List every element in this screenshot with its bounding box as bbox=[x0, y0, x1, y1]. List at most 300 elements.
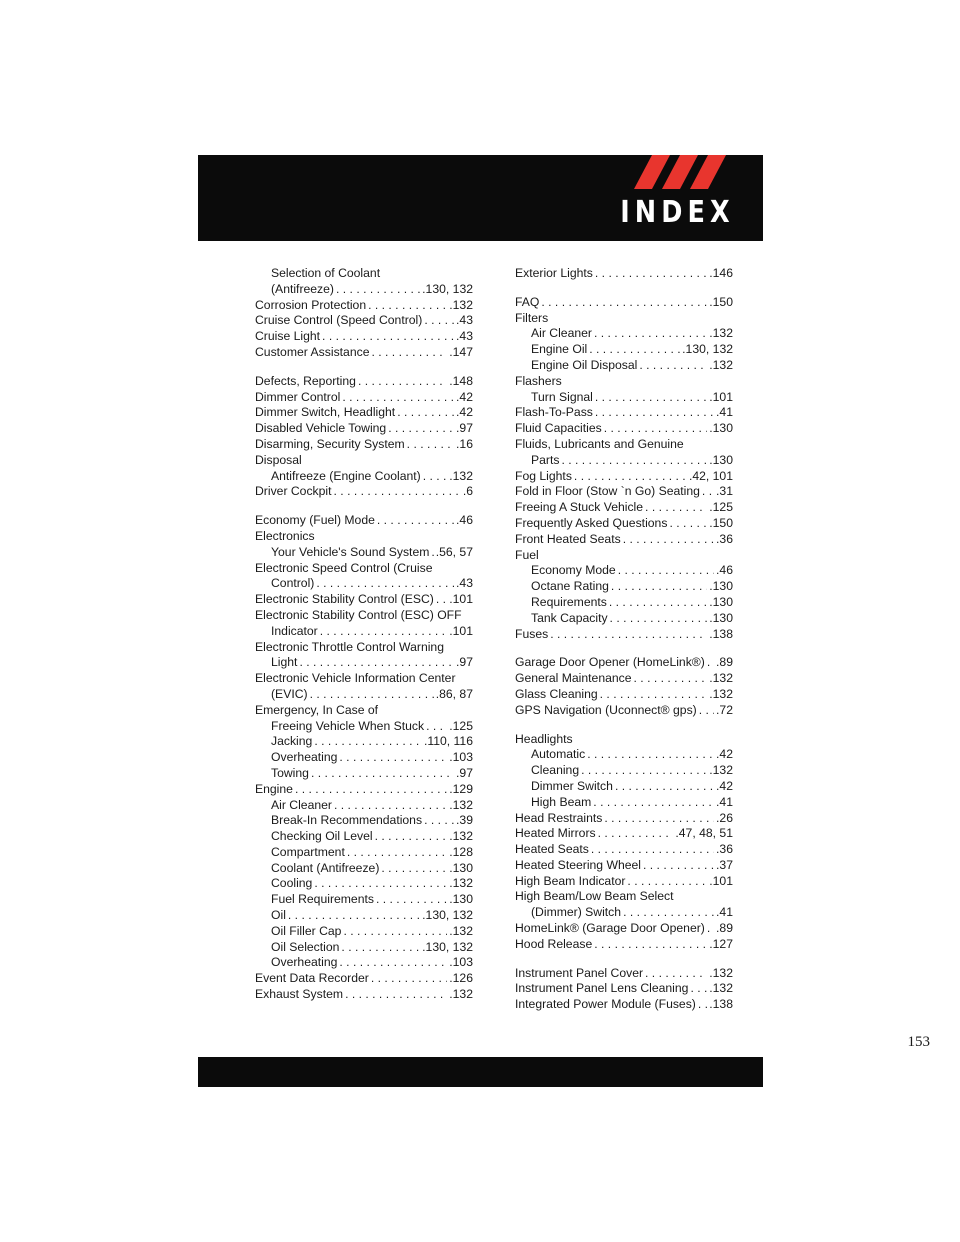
entry-term: Dimmer Control bbox=[255, 389, 341, 404]
index-entry bbox=[255, 345, 473, 361]
index-heading: High Beam/Low Beam Select bbox=[515, 889, 674, 904]
dot-leader bbox=[595, 266, 707, 282]
entry-page-ref: .42 bbox=[456, 389, 473, 404]
entry-page-ref: .16 bbox=[456, 436, 473, 451]
dot-leader bbox=[615, 779, 714, 795]
index-subentry bbox=[255, 813, 473, 829]
index-heading: Disposal bbox=[255, 452, 302, 467]
index-subentry bbox=[255, 845, 473, 861]
index-header-bar bbox=[198, 155, 763, 241]
index-heading: Fuel bbox=[515, 547, 539, 562]
entry-page-ref: .130, 132 bbox=[682, 342, 733, 357]
entry-term: Towing bbox=[271, 765, 309, 780]
dot-leader bbox=[388, 421, 454, 437]
index-heading: Electronic Vehicle Information Center bbox=[255, 671, 456, 686]
entry-term: Engine Oil Disposal bbox=[531, 357, 638, 372]
section-gap bbox=[255, 500, 473, 513]
entry-term: Garage Door Opener (HomeLink®) bbox=[515, 655, 705, 670]
dot-leader bbox=[699, 703, 714, 719]
index-subentry bbox=[515, 747, 733, 763]
dot-leader bbox=[623, 532, 714, 548]
dot-leader bbox=[618, 563, 714, 579]
index-subentry bbox=[255, 734, 473, 750]
index-entry bbox=[255, 971, 473, 987]
index-subentry bbox=[255, 876, 473, 892]
entry-page-ref: .101 bbox=[449, 592, 473, 607]
entry-page-ref: .86, 87 bbox=[435, 686, 473, 701]
index-subentry bbox=[255, 719, 473, 735]
entry-term: Heated Mirrors bbox=[515, 826, 596, 841]
dot-leader bbox=[541, 295, 707, 311]
index-subentry bbox=[515, 795, 733, 811]
index-subentry bbox=[255, 908, 473, 924]
entry-page-ref: .125 bbox=[709, 500, 733, 515]
entry-page-ref: .89 bbox=[716, 921, 733, 936]
entry-term: Heated Seats bbox=[515, 842, 589, 857]
index-heading: Selection of Coolant bbox=[271, 266, 381, 280]
entry-page-ref: .130 bbox=[709, 594, 733, 609]
index-entry bbox=[515, 484, 733, 500]
dot-leader bbox=[604, 421, 708, 437]
index-subentry bbox=[515, 779, 733, 795]
entry-page-ref: .138 bbox=[709, 997, 733, 1012]
entry-page-ref: .46 bbox=[716, 563, 733, 578]
section-gap bbox=[515, 282, 733, 295]
index-entry bbox=[515, 516, 733, 532]
dot-leader bbox=[424, 313, 454, 329]
dot-leader bbox=[375, 829, 448, 845]
dot-leader bbox=[550, 627, 707, 643]
entry-term: Disabled Vehicle Towing bbox=[255, 421, 387, 436]
entry-page-ref: .37 bbox=[716, 857, 733, 872]
dot-leader bbox=[595, 390, 707, 406]
entry-term: Economy Mode bbox=[531, 563, 616, 578]
racing-stripes-logo bbox=[612, 155, 732, 189]
index-subentry bbox=[515, 579, 733, 595]
entry-page-ref: .6 bbox=[462, 484, 473, 499]
index-entry bbox=[255, 390, 473, 406]
entry-term: Antifreeze (Engine Coolant) bbox=[271, 468, 421, 483]
index-heading: Electronic Throttle Control Warning bbox=[255, 639, 444, 654]
entry-page-ref: .147 bbox=[449, 344, 473, 359]
index-heading: Filters bbox=[515, 310, 549, 325]
dot-leader bbox=[320, 624, 448, 640]
entry-page-ref: .132 bbox=[709, 965, 733, 980]
dot-leader bbox=[600, 687, 708, 703]
dot-leader bbox=[381, 861, 447, 877]
entry-term: High Beam bbox=[531, 794, 592, 809]
dot-leader bbox=[643, 858, 714, 874]
index-entry bbox=[515, 858, 733, 874]
entry-term: Flash-To-Pass bbox=[515, 405, 593, 420]
entry-page-ref: .26 bbox=[716, 810, 733, 825]
index-entry bbox=[255, 282, 473, 298]
section-gap bbox=[515, 719, 733, 732]
dot-leader bbox=[581, 763, 707, 779]
index-entry bbox=[515, 421, 733, 437]
dot-leader bbox=[336, 282, 420, 298]
entry-page-ref: .138 bbox=[709, 626, 733, 641]
index-heading: Emergency, In Case of bbox=[255, 702, 379, 717]
index-entry bbox=[255, 405, 473, 421]
index-subentry bbox=[255, 798, 473, 814]
entry-term: Head Restraints bbox=[515, 810, 603, 825]
index-entry bbox=[515, 921, 733, 937]
entry-page-ref: .41 bbox=[716, 794, 733, 809]
entry-page-ref: .146 bbox=[709, 266, 733, 280]
entry-term: Customer Assistance bbox=[255, 344, 370, 359]
dot-leader bbox=[594, 326, 707, 342]
dot-leader bbox=[604, 811, 714, 827]
index-entry bbox=[515, 453, 733, 469]
entry-term: Cruise Control (Speed Control) bbox=[255, 313, 423, 328]
index-entry bbox=[515, 874, 733, 890]
entry-page-ref: .130 bbox=[709, 421, 733, 436]
entry-page-ref: .130 bbox=[449, 860, 473, 875]
entry-page-ref: .101 bbox=[709, 873, 733, 888]
entry-term: HomeLink® (Garage Door Opener) bbox=[515, 921, 705, 936]
entry-page-ref: .130, 132 bbox=[422, 939, 473, 954]
index-heading: Flashers bbox=[515, 373, 562, 388]
entry-term: Octane Rating bbox=[531, 579, 609, 594]
entry-page-ref: .41 bbox=[716, 405, 733, 420]
entry-term: Event Data Recorder bbox=[255, 971, 369, 986]
index-subentry bbox=[255, 940, 473, 956]
entry-term: Compartment bbox=[271, 844, 345, 859]
index-subentry bbox=[255, 829, 473, 845]
index-heading: Fluids, Lubricants and Genuine bbox=[515, 436, 684, 451]
entry-term: FAQ bbox=[515, 294, 540, 309]
index-entry bbox=[515, 966, 733, 982]
entry-page-ref: .125 bbox=[449, 718, 473, 733]
dot-leader bbox=[314, 734, 422, 750]
dot-leader bbox=[345, 987, 447, 1003]
dot-leader bbox=[623, 905, 714, 921]
dot-leader bbox=[341, 940, 420, 956]
dot-leader bbox=[639, 358, 707, 374]
entry-term: Parts bbox=[531, 452, 560, 467]
index-heading: Electronics bbox=[255, 528, 315, 543]
entry-term: Front Heated Seats bbox=[515, 531, 621, 546]
dot-leader bbox=[574, 469, 687, 485]
dot-leader bbox=[587, 747, 714, 763]
page-title: INDEX bbox=[620, 195, 735, 230]
index-entry bbox=[255, 576, 473, 592]
index-entry bbox=[515, 937, 733, 953]
entry-page-ref: .126 bbox=[449, 971, 473, 986]
entry-page-ref: .132 bbox=[449, 923, 473, 938]
dot-leader bbox=[358, 374, 447, 390]
index-subentry bbox=[255, 545, 473, 561]
index-entry bbox=[515, 266, 733, 282]
dot-leader bbox=[343, 924, 447, 940]
dot-leader bbox=[311, 766, 454, 782]
index-entry bbox=[515, 469, 733, 485]
dot-leader bbox=[591, 842, 714, 858]
entry-term: Fuel Requirements bbox=[271, 892, 374, 907]
index-subentry bbox=[515, 326, 733, 342]
entry-page-ref: .72 bbox=[716, 702, 733, 717]
entry-term: Hood Release bbox=[515, 936, 593, 951]
index-subentry bbox=[255, 861, 473, 877]
dot-leader bbox=[645, 500, 707, 516]
dot-leader bbox=[669, 516, 707, 532]
index-entry bbox=[515, 532, 733, 548]
entry-page-ref: .132 bbox=[449, 797, 473, 812]
index-entry bbox=[515, 905, 733, 921]
entry-page-ref: .129 bbox=[449, 781, 473, 796]
entry-term: Cooling bbox=[271, 876, 313, 891]
entry-page-ref: .42, 101 bbox=[688, 468, 733, 483]
index-entry bbox=[255, 437, 473, 453]
entry-page-ref: .43 bbox=[456, 313, 473, 328]
dot-leader bbox=[424, 813, 454, 829]
entry-term: Automatic bbox=[531, 747, 586, 762]
entry-term: Oil bbox=[271, 908, 286, 923]
dot-leader bbox=[368, 298, 447, 314]
dot-leader bbox=[310, 687, 434, 703]
index-entry bbox=[255, 484, 473, 500]
entry-page-ref: .41 bbox=[716, 905, 733, 920]
index-entry bbox=[255, 592, 473, 608]
entry-page-ref: .127 bbox=[709, 936, 733, 951]
entry-term: Checking Oil Level bbox=[271, 829, 373, 844]
entry-term: Exterior Lights bbox=[515, 266, 593, 280]
index-heading: Electronic Stability Control (ESC) OFF bbox=[255, 607, 462, 622]
entry-term: Fuses bbox=[515, 626, 549, 641]
entry-term: Break-In Recommendations bbox=[271, 813, 423, 828]
entry-term: (Dimmer) Switch bbox=[531, 905, 622, 920]
dot-leader bbox=[634, 671, 708, 687]
entry-term: Driver Cockpit bbox=[255, 484, 332, 499]
entry-term: Fog Lights bbox=[515, 468, 572, 483]
entry-term: Jacking bbox=[271, 734, 313, 749]
entry-page-ref: .128 bbox=[449, 844, 473, 859]
index-entry bbox=[515, 981, 733, 997]
dot-leader bbox=[316, 576, 454, 592]
entry-term: Overheating bbox=[271, 955, 338, 970]
dot-leader bbox=[295, 782, 447, 798]
section-gap bbox=[515, 953, 733, 966]
index-entry bbox=[255, 374, 473, 390]
index-entry bbox=[255, 329, 473, 345]
footer-bar bbox=[198, 1057, 763, 1087]
entry-page-ref: .46 bbox=[456, 513, 473, 528]
entry-term: Cleaning bbox=[531, 763, 580, 778]
entry-page-ref: .132 bbox=[449, 829, 473, 844]
index-entry bbox=[515, 997, 733, 1013]
entry-page-ref: .101 bbox=[709, 389, 733, 404]
index-entry bbox=[515, 703, 733, 719]
index-subentry bbox=[255, 924, 473, 940]
index-entry bbox=[515, 627, 733, 643]
entry-term: Glass Cleaning bbox=[515, 686, 598, 701]
dot-leader bbox=[371, 971, 447, 987]
dot-leader bbox=[561, 453, 707, 469]
dot-leader bbox=[690, 981, 707, 997]
index-subentry bbox=[515, 390, 733, 406]
dot-leader bbox=[598, 826, 674, 842]
entry-page-ref: .130, 132 bbox=[422, 908, 473, 923]
dot-leader bbox=[707, 921, 714, 937]
index-entry bbox=[515, 295, 733, 311]
index-subentry bbox=[515, 611, 733, 627]
entry-term: Turn Signal bbox=[531, 389, 593, 404]
entry-term: Dimmer Switch, Headlight bbox=[255, 405, 396, 420]
entry-page-ref: .150 bbox=[709, 515, 733, 530]
entry-term: Defects, Reporting bbox=[255, 373, 356, 388]
entry-page-ref: .56, 57 bbox=[435, 544, 473, 559]
index-subentry bbox=[255, 750, 473, 766]
entry-page-ref: .47, 48, 51 bbox=[675, 826, 733, 841]
index-subentry bbox=[515, 595, 733, 611]
dot-leader bbox=[589, 342, 680, 358]
entry-page-ref: .148 bbox=[449, 373, 473, 388]
entry-term: Indicator bbox=[271, 623, 318, 638]
entry-term: Air Cleaner bbox=[271, 797, 332, 812]
entry-page-ref: .132 bbox=[449, 876, 473, 891]
dot-leader bbox=[609, 595, 707, 611]
index-entry bbox=[255, 624, 473, 640]
index-column-right bbox=[515, 266, 733, 1013]
entry-term: Engine bbox=[255, 781, 293, 796]
section-gap bbox=[255, 361, 473, 374]
entry-page-ref: .132 bbox=[449, 468, 473, 483]
dot-leader bbox=[377, 513, 454, 529]
entry-term: General Maintenance bbox=[515, 671, 632, 686]
dot-leader bbox=[611, 579, 707, 595]
entry-page-ref: .42 bbox=[716, 747, 733, 762]
entry-page-ref: .130 bbox=[709, 452, 733, 467]
entry-page-ref: .110, 116 bbox=[423, 734, 473, 749]
entry-page-ref: .97 bbox=[456, 655, 473, 670]
dot-leader bbox=[339, 750, 447, 766]
dot-leader bbox=[339, 955, 447, 971]
entry-page-ref: .130 bbox=[449, 892, 473, 907]
index-column-left bbox=[255, 266, 473, 1003]
index-subentry bbox=[255, 955, 473, 971]
index-entry bbox=[515, 687, 733, 703]
entry-term: Cruise Light bbox=[255, 329, 321, 344]
entry-term: Control) bbox=[271, 576, 315, 591]
index-entry bbox=[255, 298, 473, 314]
entry-page-ref: .132 bbox=[709, 671, 733, 686]
entry-term: Overheating bbox=[271, 750, 338, 765]
entry-term: Instrument Panel Cover bbox=[515, 965, 644, 980]
index-subentry bbox=[255, 892, 473, 908]
entry-page-ref: .103 bbox=[449, 955, 473, 970]
index-entry bbox=[255, 782, 473, 798]
dot-leader bbox=[347, 845, 447, 861]
dot-leader bbox=[645, 966, 707, 982]
index-entry bbox=[515, 671, 733, 687]
dot-leader bbox=[707, 655, 714, 671]
index-subentry bbox=[255, 469, 473, 485]
entry-page-ref: .132 bbox=[449, 987, 473, 1002]
entry-term: Coolant (Antifreeze) bbox=[271, 860, 380, 875]
entry-term: Dimmer Switch bbox=[531, 778, 613, 793]
dot-leader bbox=[702, 484, 714, 500]
entry-page-ref: .43 bbox=[456, 329, 473, 344]
entry-page-ref: .97 bbox=[456, 421, 473, 436]
dot-leader bbox=[610, 611, 708, 627]
entry-term: High Beam Indicator bbox=[515, 873, 626, 888]
entry-page-ref: .130, 132 bbox=[422, 281, 473, 296]
entry-term: Economy (Fuel) Mode bbox=[255, 513, 375, 528]
index-entry bbox=[255, 313, 473, 329]
dot-leader bbox=[314, 876, 447, 892]
entry-term: Freeing Vehicle When Stuck bbox=[271, 718, 425, 733]
dot-leader bbox=[376, 892, 447, 908]
dot-leader bbox=[594, 937, 707, 953]
dot-leader bbox=[407, 437, 454, 453]
entry-term: Exhaust System bbox=[255, 987, 344, 1002]
entry-term: Oil Selection bbox=[271, 939, 340, 954]
entry-term: Air Cleaner bbox=[531, 326, 592, 341]
entry-term: Fold in Floor (Stow `n Go) Seating bbox=[515, 484, 700, 499]
dot-leader bbox=[423, 469, 448, 485]
entry-term: Disarming, Security System bbox=[255, 436, 405, 451]
index-entry bbox=[515, 655, 733, 671]
dot-leader bbox=[342, 390, 454, 406]
entry-page-ref: .132 bbox=[709, 357, 733, 372]
entry-term: Corrosion Protection bbox=[255, 297, 367, 312]
entry-page-ref: .150 bbox=[709, 294, 733, 309]
section-gap bbox=[515, 642, 733, 655]
entry-page-ref: .39 bbox=[456, 813, 473, 828]
index-entry bbox=[255, 987, 473, 1003]
entry-term: Heated Steering Wheel bbox=[515, 857, 642, 872]
entry-term: Oil Filler Cap bbox=[271, 923, 342, 938]
index-heading: Electronic Speed Control (Cruise bbox=[255, 560, 433, 575]
dot-leader bbox=[322, 329, 454, 345]
dot-leader bbox=[299, 655, 454, 671]
dot-leader bbox=[593, 795, 714, 811]
entry-term: Your Vehicle's Sound System bbox=[271, 544, 430, 559]
dot-leader bbox=[436, 592, 447, 608]
entry-term: Integrated Power Module (Fuses) bbox=[515, 997, 696, 1012]
index-subentry bbox=[515, 358, 733, 374]
entry-page-ref: .36 bbox=[716, 842, 733, 857]
index-entry bbox=[515, 811, 733, 827]
entry-term: Frequently Asked Questions bbox=[515, 515, 668, 530]
dot-leader bbox=[371, 345, 447, 361]
entry-page-ref: .132 bbox=[709, 763, 733, 778]
entry-page-ref: .36 bbox=[716, 531, 733, 546]
entry-page-ref: .89 bbox=[716, 655, 733, 670]
entry-page-ref: .103 bbox=[449, 750, 473, 765]
entry-term: GPS Navigation (Uconnect® gps) bbox=[515, 702, 697, 717]
entry-term: Requirements bbox=[531, 594, 607, 609]
entry-page-ref: .132 bbox=[709, 686, 733, 701]
entry-page-ref: .42 bbox=[456, 405, 473, 420]
dot-leader bbox=[595, 405, 714, 421]
entry-term: (Antifreeze) bbox=[271, 281, 334, 296]
index-subentry bbox=[515, 563, 733, 579]
entry-page-ref: .101 bbox=[449, 623, 473, 638]
entry-term: Freeing A Stuck Vehicle bbox=[515, 500, 644, 515]
index-entry bbox=[515, 842, 733, 858]
entry-page-ref: .132 bbox=[709, 981, 733, 996]
entry-page-ref: .130 bbox=[709, 610, 733, 625]
index-heading: Headlights bbox=[515, 731, 573, 746]
page-number: 153 bbox=[907, 1034, 930, 1050]
entry-term: Electronic Stability Control (ESC) bbox=[255, 592, 434, 607]
index-entry bbox=[255, 421, 473, 437]
index-entry bbox=[515, 826, 733, 842]
dot-leader bbox=[627, 874, 707, 890]
entry-term: Engine Oil bbox=[531, 342, 588, 357]
